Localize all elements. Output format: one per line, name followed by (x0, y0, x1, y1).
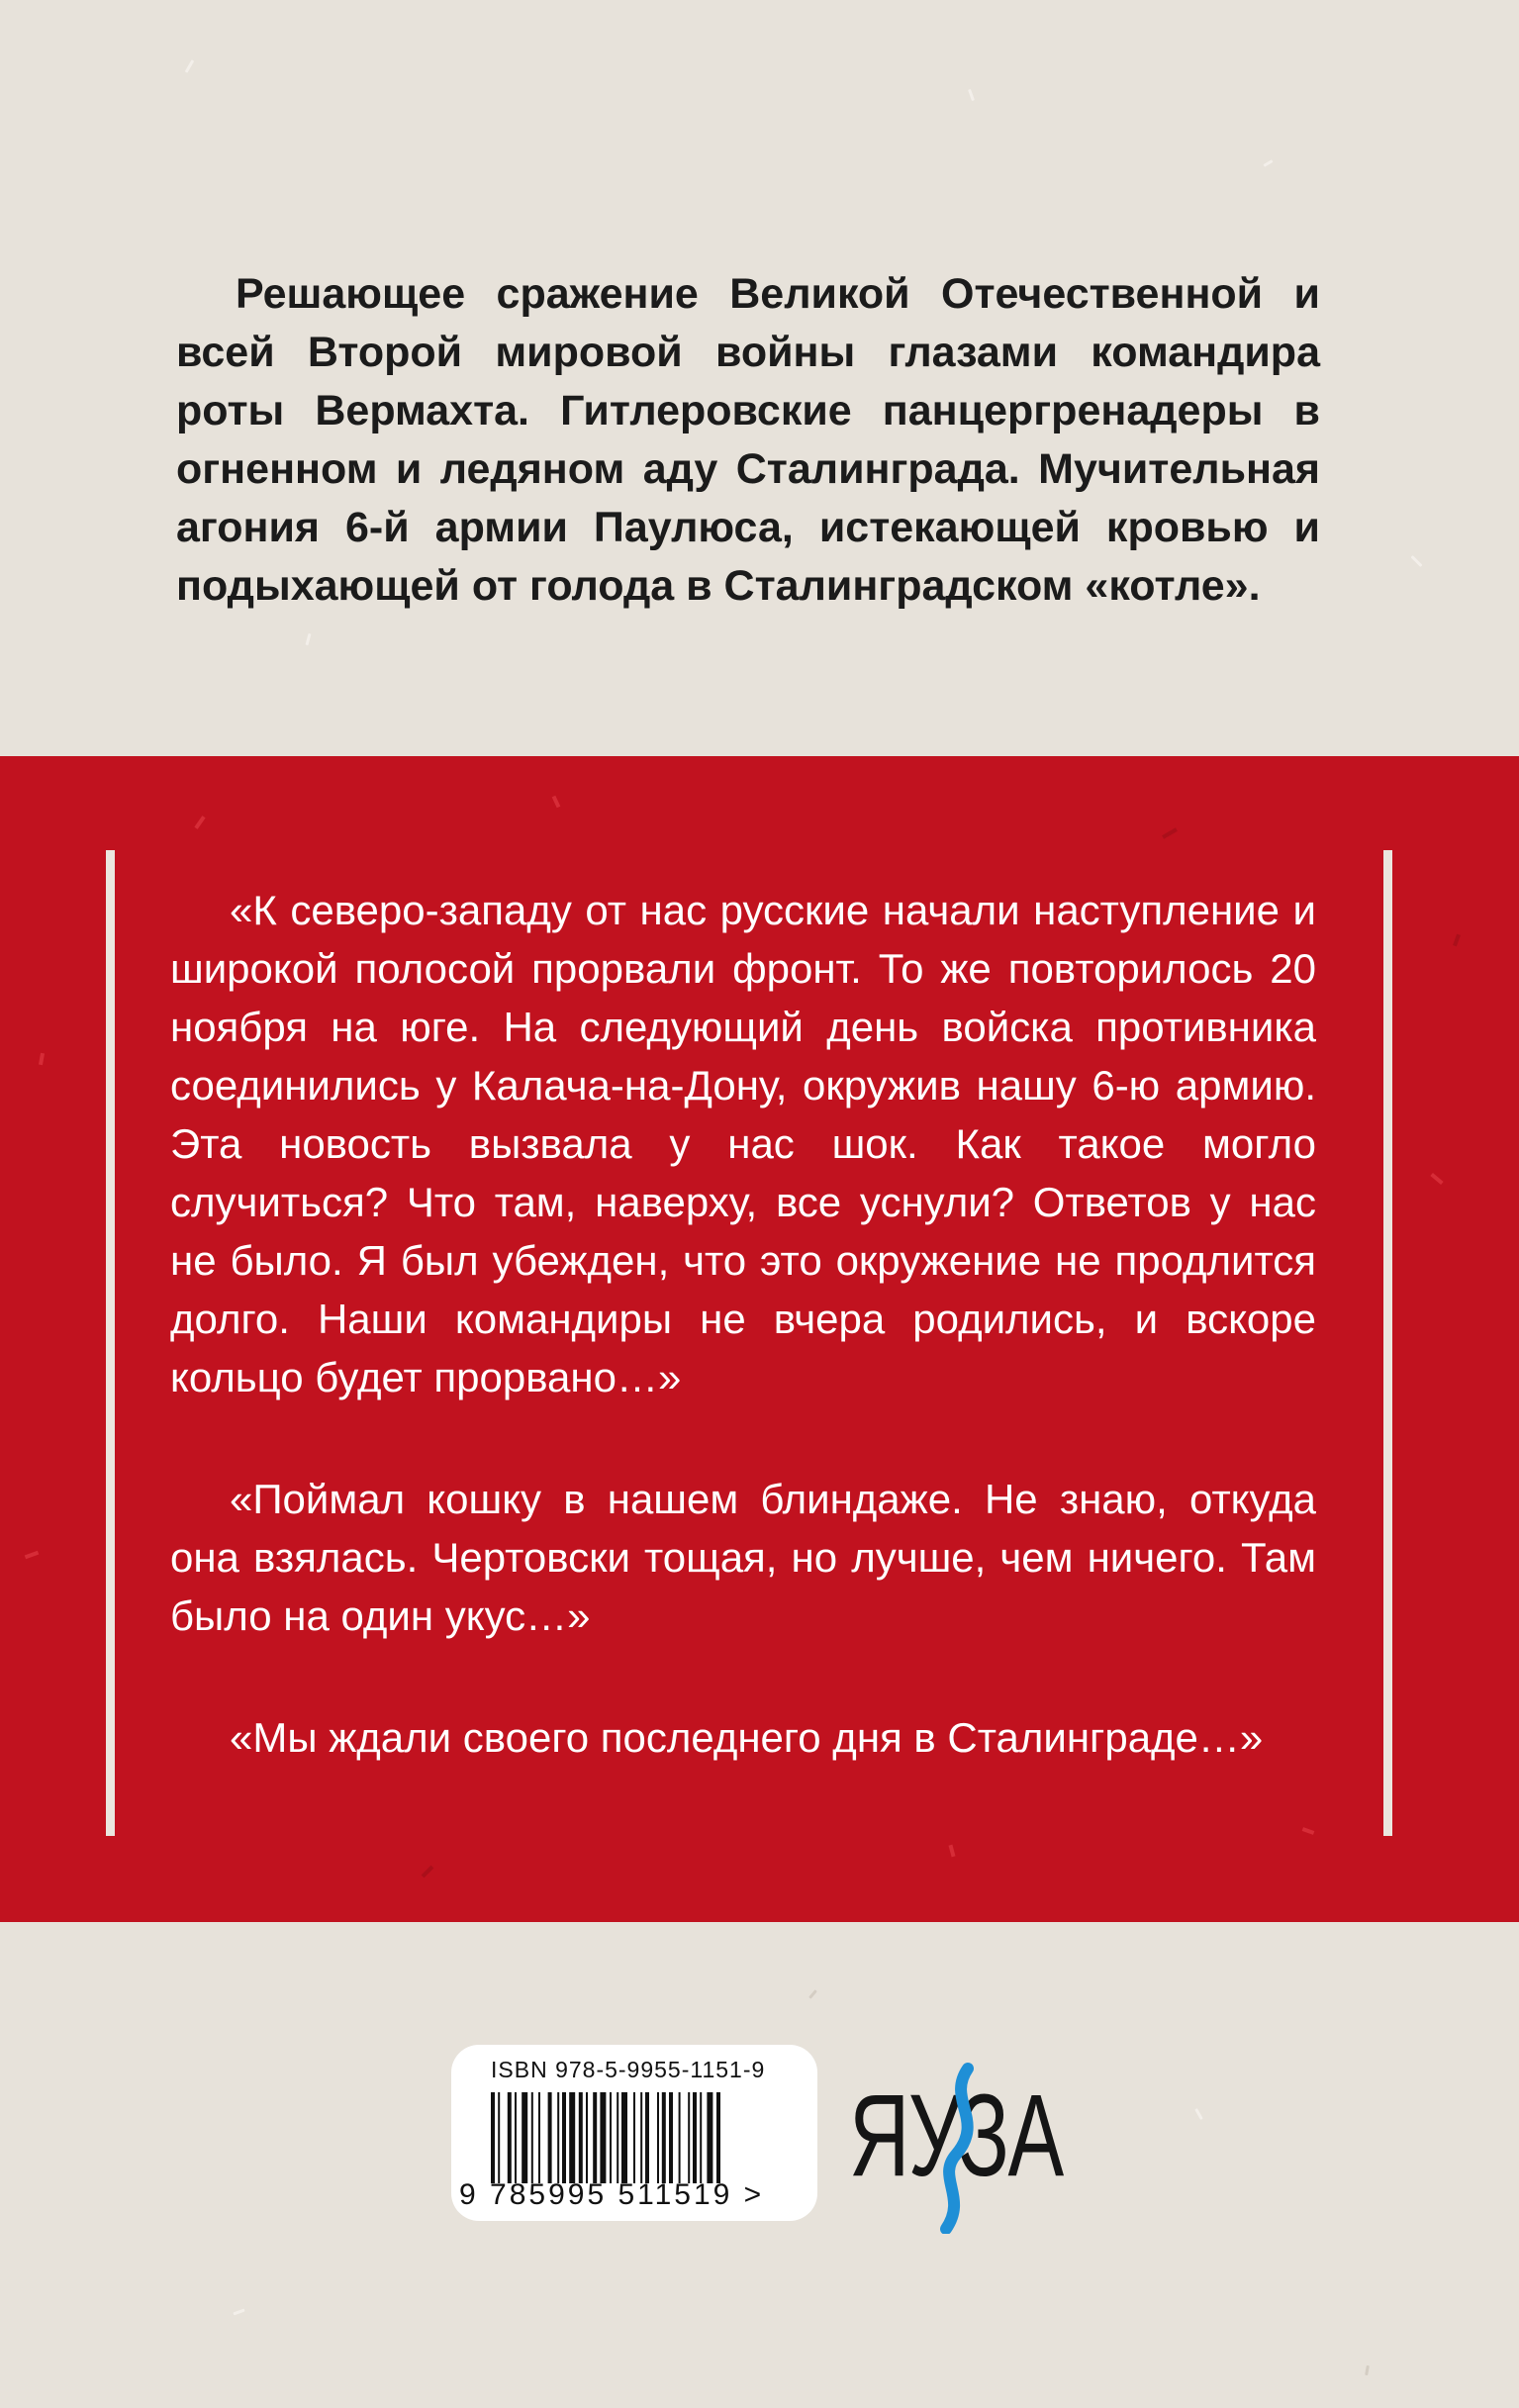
swoosh-icon (916, 2061, 996, 2234)
quote-paragraph: «К северо-западу от нас русские начали наступление и широкой полосой прорвали фронт. То же повторилось 20 ноября на юге. На следующий день войска противника соединились у Калача-на-Дону, окружив нашу 6-ю армию. Эта новость вызвала у нас шок. Как такое могло случиться? Что там, наверху, все уснули? Ответов у нас не было. Я был убежден, что это окружение не продлится долго. Наши командиры не вчера родились, и вскоре кольцо будет прорвано…» (170, 887, 1316, 1400)
isbn-label: ISBN 978-5-9955-1151-9 (491, 2057, 766, 2082)
barcode-icon (491, 2092, 778, 2183)
publisher-logo-text: ЯУЗА (849, 2071, 1063, 2201)
intro-paragraph: Решающее сражение Великой Отечественной и всей Второй мировой войны глазами командира роты Вермахта. Гитлеровские панцергренадеры в огненном и ледяном аду Сталинграда. Мучительная агония 6-й армии Паулюса, истекающей кровью и подыхающей от голода в Сталинградском «котле». (176, 270, 1320, 610)
quote-paragraph: «Поймал кошку в нашем блиндаже. Не знаю, откуда она взялась. Чертовски тощая, но лучше, чем ничего. Там было на один укус…» (170, 1476, 1316, 1639)
barcode-digits: 9 785995 511519 > (459, 2178, 765, 2211)
left-border-rule (106, 850, 115, 1836)
publisher-logo (849, 2059, 1067, 2237)
quotes-block (170, 881, 1316, 1830)
right-border-rule (1383, 850, 1392, 1836)
barcode-panel (451, 2045, 817, 2221)
quote-paragraph: «Мы ждали своего последнего дня в Сталинграде…» (230, 1714, 1264, 1761)
